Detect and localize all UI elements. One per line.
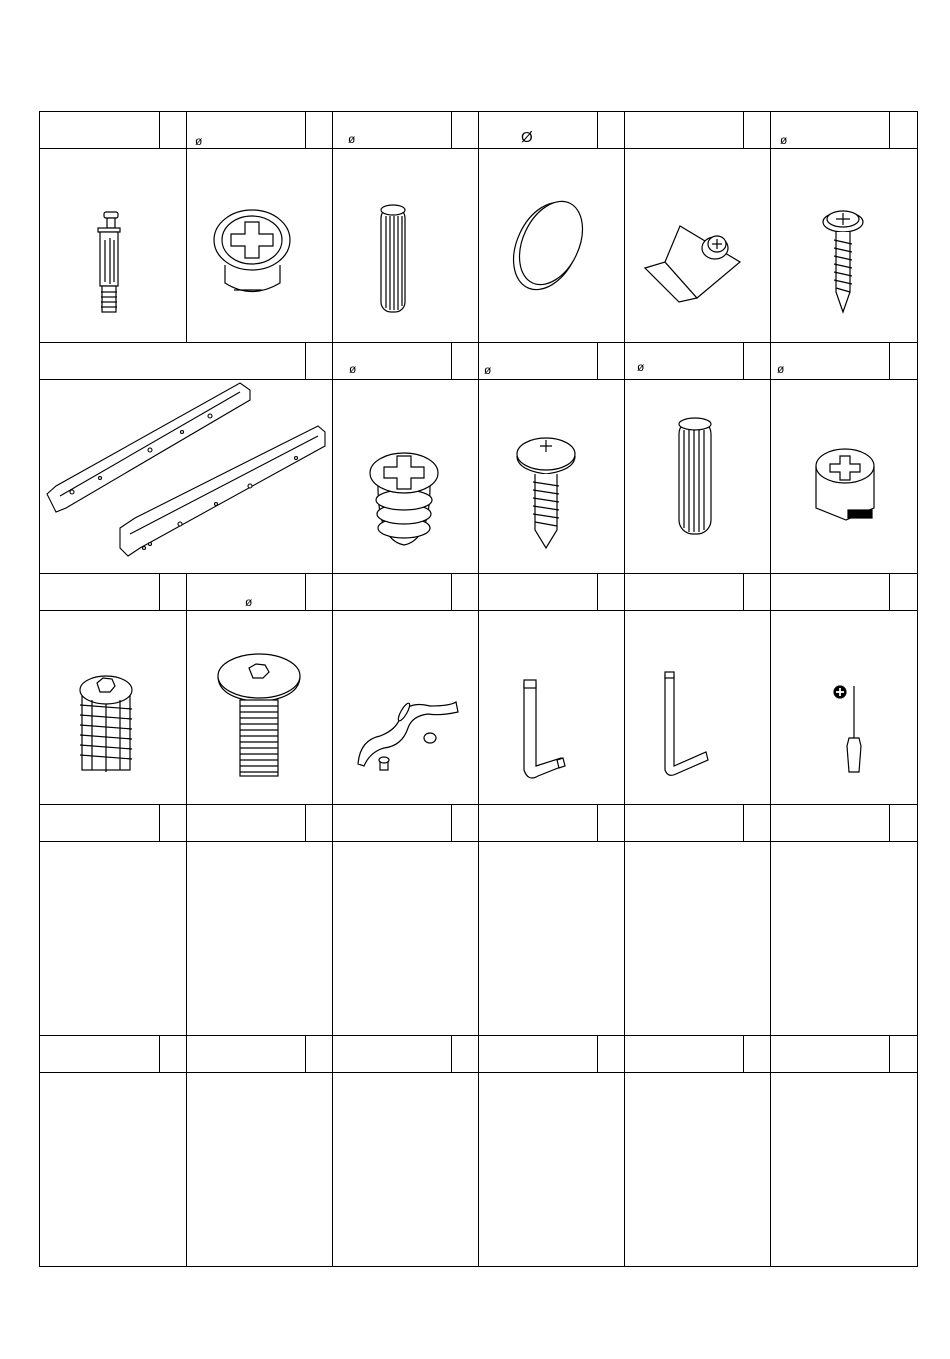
cam-lock-small-icon (816, 449, 874, 520)
plastic-insert-icon (370, 453, 438, 545)
wooden-dowel-icon (679, 418, 711, 534)
angle-bracket-icon (645, 226, 740, 302)
size-label: ø (780, 133, 788, 147)
allen-key-large-icon (524, 680, 565, 778)
cam-lock-icon (214, 210, 290, 292)
spring-clip-icon (358, 702, 458, 770)
drawer-runners-icon (47, 383, 325, 556)
screwdriver-icon (834, 686, 861, 772)
cover-cap-icon (500, 191, 595, 300)
size-label: ø (637, 360, 645, 374)
threaded-insert-icon (80, 676, 132, 772)
size-label: ø (349, 362, 357, 376)
size-label: Ø (521, 129, 533, 146)
size-label: ø (777, 362, 785, 376)
allen-key-small-icon (665, 672, 708, 775)
size-label: ø (484, 363, 492, 377)
size-label: ø (195, 134, 203, 148)
connector-bolt-icon (98, 212, 120, 312)
size-label: ø (245, 595, 253, 609)
hex-bolt-icon (218, 654, 300, 776)
wafer-head-screw-icon (517, 438, 575, 548)
wooden-dowel-icon (381, 205, 405, 312)
size-label: ø (348, 132, 356, 146)
pan-head-screw-icon (823, 211, 863, 312)
